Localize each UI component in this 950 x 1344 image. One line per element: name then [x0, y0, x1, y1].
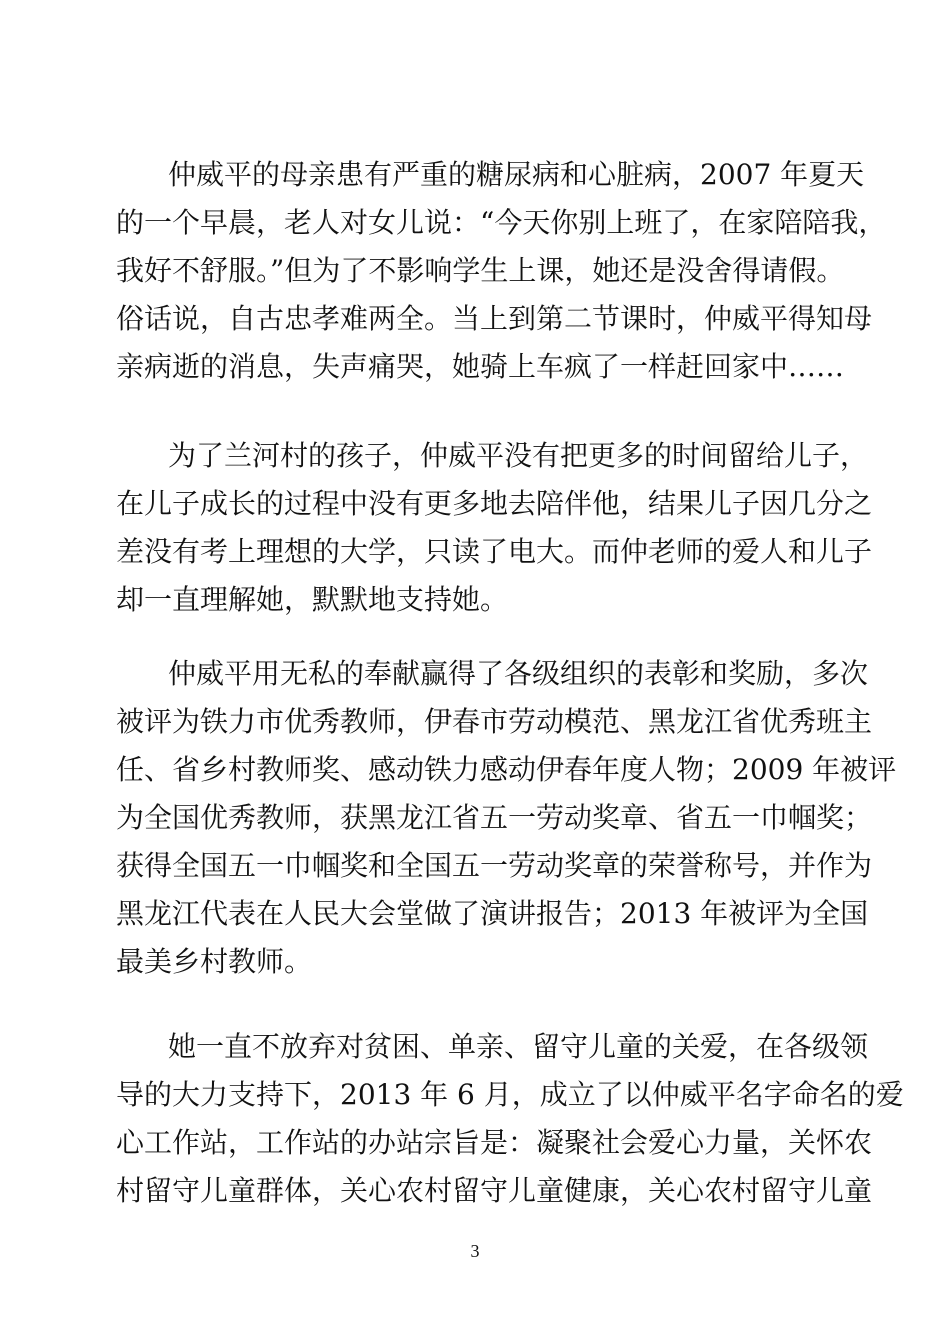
- text-line: 村留守儿童群体，关心农村留守儿童健康，关心农村留守儿童: [116, 1174, 873, 1207]
- text-line: 黑龙江代表在人民大会堂做了演讲报告；2013 年被评为全国: [116, 897, 869, 930]
- text-line: 她一直不放弃对贫困、单亲、留守儿童的关爱，在各级领: [168, 1030, 869, 1063]
- text-line: 获得全国五一巾帼奖和全国五一劳动奖章的荣誉称号，并作为: [116, 849, 873, 882]
- text-line: 差没有考上理想的大学，只读了电大。而仲老师的爱人和儿子: [116, 535, 873, 568]
- paragraph-care-station: [116, 1023, 904, 1215]
- text-line: 任、省乡村教师奖、感动铁力感动伊春年度人物；2009 年被评: [116, 753, 897, 786]
- text-line: 仲威平的母亲患有严重的糖尿病和心脏病，2007 年夏天: [168, 158, 865, 191]
- text-line: 心工作站，工作站的办站宗旨是：凝聚社会爱心力量，关怀农: [116, 1126, 873, 1159]
- text-line: 的一个早晨，老人对女儿说：“今天你别上班了，在家陪陪我，: [116, 206, 887, 239]
- text-line: 亲病逝的消息，失声痛哭，她骑上车疯了一样赶回家中……: [116, 350, 845, 383]
- text-line: 最美乡村教师。: [116, 945, 313, 978]
- text-line: 我好不舒服。”但为了不影响学生上课，她还是没舍得请假。: [116, 254, 845, 287]
- paragraph-mother-illness: [116, 151, 887, 391]
- paragraph-son: [116, 432, 873, 624]
- page-number: 3: [470, 1241, 480, 1261]
- text-line: 在儿子成长的过程中没有更多地去陪伴他，结果儿子因几分之: [116, 487, 873, 520]
- text-line: 导的大力支持下，2013 年 6 月，成立了以仲威平名字命名的爱: [116, 1078, 904, 1111]
- text-line: 为了兰河村的孩子，仲威平没有把更多的时间留给儿子，: [168, 439, 869, 472]
- text-line: 被评为铁力市优秀教师，伊春市劳动模范、黑龙江省优秀班主: [116, 705, 873, 738]
- text-line: 却一直理解她，默默地支持她。: [116, 583, 509, 616]
- text-line: 俗话说，自古忠孝难两全。当上到第二节课时，仲威平得知母: [116, 302, 873, 335]
- paragraph-awards: [116, 650, 897, 986]
- text-line: 为全国优秀教师，获黑龙江省五一劳动奖章、省五一巾帼奖；: [116, 801, 873, 834]
- text-line: 仲威平用无私的奉献赢得了各级组织的表彰和奖励，多次: [168, 657, 869, 690]
